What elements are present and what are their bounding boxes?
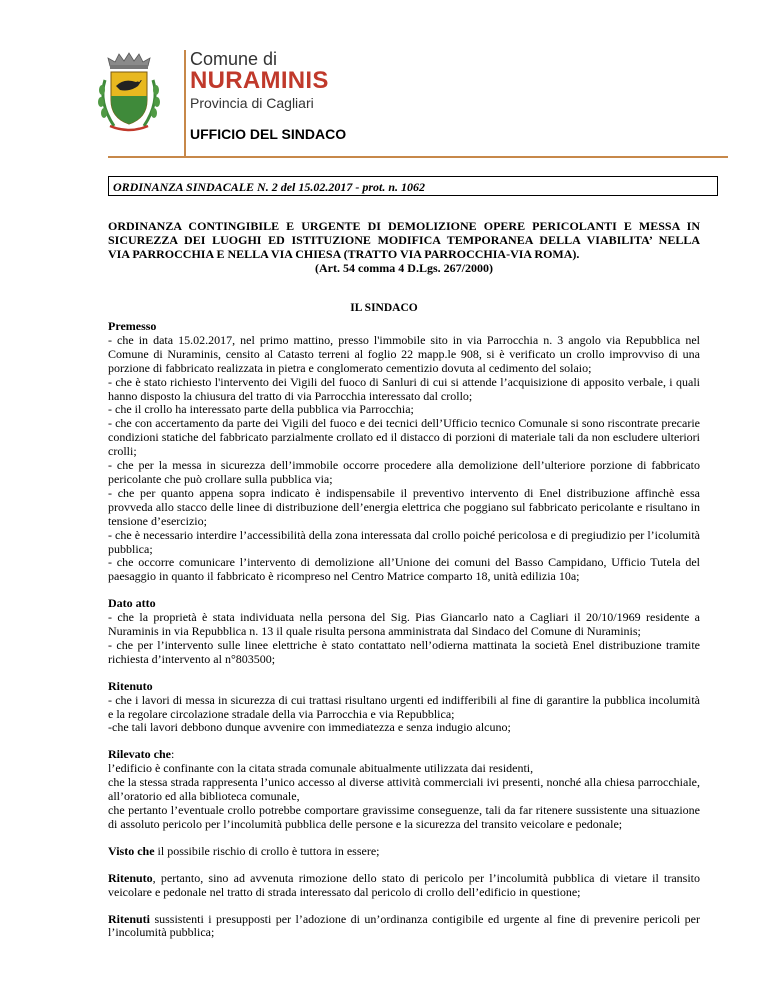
ordinanza-reference-box: ORDINANZA SINDACALE N. 2 del 15.02.2017 - prot. n. 1062 [108, 176, 718, 196]
section-ritenuti [108, 913, 700, 941]
office-label: UFFICIO DEL SINDACO [190, 126, 347, 142]
paragraph: il possibile rischio di crollo è tuttora in essere; [154, 843, 380, 858]
document-body [108, 320, 700, 940]
paragraph: - che il crollo ha interessato parte della pubblica via Parrocchia; [108, 402, 414, 417]
header-divider-vertical [184, 50, 186, 156]
paragraph: - che per quanto appena sopra indicato è indispensabile il preventivo intervento di Enel distribuzione affinchè essa provveda allo stacco delle linee di distribuzione dell’energia elettrica che poggiano sul fabbricato pericolante e risultano in tensione d’esercizio; [108, 485, 700, 528]
paragraph: - che in data 15.02.2017, nel primo mattino, presso l'immobile sito in via Parrocchia n. 3 angolo via Repubblica nel Comune di Nuraminis, censito al Catasto terreni al foglio 22 mapp.le 908, si è verificato un crollo improvviso di una porzione di fabbricato realizzata in pietra e conglomerato cementizio dovuta al cedimento del solaio; [108, 332, 700, 375]
paragraph: , pertanto, sino ad avvenuta rimozione dello stato di pericolo per l’incolumità pubblica di vietare il transito veicolare e pedonale nel tratto di strada interessato dal pericolo di crollo dell’edificio in questione; [108, 870, 700, 899]
heading-suffix: : [170, 747, 175, 762]
paragraph: - che i lavori di messa in sicurezza di cui trattasi risultano urgenti ed indifferibili al fine di garantire la pubblica incolumità e la regolare circolazione stradale della via Parrocchia e via Repubblica; [108, 692, 700, 721]
comune-label: Comune di [190, 49, 278, 69]
section-heading: Ritenuto [108, 678, 153, 693]
sindaco-heading: IL SINDACO [350, 302, 418, 314]
title-reference: (Art. 54 comma 4 D.Lgs. 267/2000) [315, 261, 493, 275]
section-visto [108, 845, 700, 859]
provincia-label: Provincia di Cagliari [190, 95, 314, 111]
section-premesso [108, 320, 700, 584]
title-line: VIA PARROCCHIA E NELLA VIA CHIESA (TRATTO VIA PARROCCHIA-VIA ROMA). [108, 247, 580, 261]
paragraph: - che occorre comunicare l’intervento di demolizione all’Unione dei comuni del Basso Campidano, Ufficio Tutela del paesaggio in quanto il fabbricato è ricompreso nel Centro Matrice comparto 18, unità edilizia 10a; [108, 555, 700, 584]
section-lead: Ritenuti [108, 911, 150, 926]
section-heading: Rilevato che [108, 747, 171, 762]
paragraph: - che la proprietà è stata individuata nella persona del Sig. Pias Giancarlo nato a Cagliari il 20/10/1969 residente a Nuraminis in via Repubblica n. 13 il quale risulta persona amministrata dal Sindaco del Comune di Nuraminis; [108, 610, 700, 639]
paragraph: -che tali lavori debbono dunque avvenire con immediatezza e senza indugio alcuno; [108, 720, 511, 735]
paragraph: - che per l’intervento sulle linee elettriche è stato contattato nell’odierna mattinata la società Enel distribuzione tramite richiesta d’intervento al n°803500; [108, 637, 700, 666]
section-dato-atto [108, 597, 700, 667]
section-lead: Visto che [108, 843, 155, 858]
section-ritenuto [108, 680, 700, 736]
section-heading: Dato atto [108, 596, 156, 611]
paragraph: sussistenti i presupposti per l’adozione di un’ordinanza contigibile ed urgente al fine di prevenire pericoli per l’incolumità pubblica; [108, 911, 700, 940]
header-divider-horizontal [108, 156, 728, 158]
section-ritenuto-pertanto [108, 872, 700, 900]
ordinanza-title [108, 219, 700, 275]
municipal-crest-icon [96, 50, 162, 134]
title-line: ORDINANZA CONTINGIBILE E URGENTE DI DEMOLIZIONE OPERE PERICOLANTI E MESSA IN [108, 219, 700, 233]
paragraph: che pertanto l’eventuale crollo potrebbe comportare gravissime conseguenze, tali da far ritenere sussistente una situazione di assoluto pericolo per l’incolumità pubblica delle persone e la sicurezza del transito veicolare e pedonale; [108, 803, 700, 831]
comune-name: NURAMINIS [190, 67, 329, 94]
title-line: SICUREZZA DEI LUOGHI ED ISTITUZIONE MODIFICA TEMPORANEA DELLA VIABILITA’ NELLA [108, 233, 700, 247]
paragraph: - che per la messa in sicurezza dell’immobile occorre procedere alla demolizione dell’ulteriore porzione di fabbricato pericolante che può crollare sulla pubblica via; [108, 458, 700, 486]
paragraph: - che con accertamento da parte dei Vigili del fuoco e dei tecnici dell’Ufficio tecnico Comunale si sono riscontrate precarie condizioni statiche del fabbricato parzialmente crollato ed il distacco di porzioni di materiale tali da non escludere ulteriori crolli; [108, 416, 700, 459]
paragraph: - che è necessario interdire l’accessibilità della zona interessata dal crollo poiché pericolosa e di pregiudizio per l’icolumità pubblica; [108, 527, 700, 556]
paragraph: - che è stato richiesto l'intervento dei Vigili del fuoco di Sanluri di cui si attende l’acquisizione di apposito verbale, i quali hanno disposto la chiusura del tratto di via Parrocchia interessato dal crollo; [108, 374, 700, 403]
section-lead: Ritenuto [108, 870, 153, 885]
section-rilevato [108, 748, 700, 831]
section-heading: Premesso [108, 319, 157, 333]
paragraph: l’edificio è confinante con la citata strada comunale abitualmente utilizzata dai residenti, [108, 761, 534, 776]
paragraph: che la stessa strada rappresenta l’unico accesso al diverse attività commerciali ivi presenti, nonché alla chiesa parrocchiale, all’oratorio ed alla biblioteca comunale, [108, 775, 700, 804]
